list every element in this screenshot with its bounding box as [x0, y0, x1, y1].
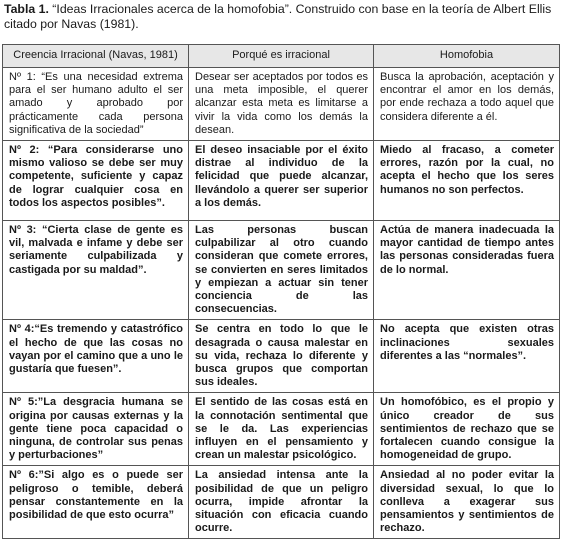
table-row — [3, 466, 560, 539]
cell-creencia: Nº 4:“Es tremendo y catastrófico el hecho de que las cosas no vayan por el camino que a uno le gustaría que fuesen”. — [3, 320, 189, 393]
table-row — [3, 320, 560, 393]
table-header-row — [3, 45, 560, 68]
cell-creencia: Nº 5:”La desgracia humana se origina por causas externas y la gente tiene poca capacidad o ninguna, de controlar sus penas y perturbaciones” — [3, 393, 189, 466]
cell-porque: Se centra en todo lo que le desagrada o causa malestar en su vida, rechaza lo diferente y busca grupos que comportan sus ideales. — [189, 320, 374, 393]
cell-porque: El sentido de las cosas está en la connotación sentimental que se le da. Las experiencias influyen en el pensamiento y crean un malestar psicológico. — [189, 393, 374, 466]
cell-porque: Desear ser aceptados por todos es una meta imposible, el querer alcanzar esta meta es limitarse a vivir la vida como los demás la desean. — [189, 68, 374, 141]
caption-label: Tabla 1. — [4, 2, 49, 16]
table-row — [3, 68, 560, 141]
irrational-ideas-table — [2, 44, 560, 539]
cell-porque: La ansiedad intensa ante la posibilidad de que un peligro ocurra, impide afrontar la situación con eficacia cuando ocurre. — [189, 466, 374, 539]
table-row — [3, 221, 560, 320]
cell-homofobia: No acepta que existen otras inclinaciones sexuales diferentes a las “normales”. — [374, 320, 560, 393]
table-row — [3, 393, 560, 466]
cell-homofobia: Busca la aprobación, aceptación y encontrar el amor en los demás, por ende rechaza a todo aquel que considera diferente a él. — [374, 68, 560, 141]
header-homofobia: Homofobia — [374, 45, 560, 68]
cell-homofobia: Miedo al fracaso, a cometer errores, razón por la cual, no acepta el hecho que los seres humanos no son perfectos. — [374, 141, 560, 221]
header-porque: Porqué es irracional — [189, 45, 374, 68]
cell-porque: El deseo insaciable por el éxito distrae al individuo de la felicidad que puede alcanzar, llevándolo a querer ser superior a los demás. — [189, 141, 374, 221]
cell-creencia: Nº 6:”Si algo es o puede ser peligroso o temible, deberá pensar constantemente en la posibilidad de que esto ocurra” — [3, 466, 189, 539]
caption-text: “Ideas Irracionales acerca de la homofobia”. Construido con base en la teoría de Albert Ellis citado por Navas (1981). — [4, 2, 552, 31]
cell-porque: Las personas buscan culpabilizar al otro cuando consideran que comete errores, se convierten en seres limitados y empiezan a actuar sin tener conciencia de las consecuencias. — [189, 221, 374, 320]
cell-creencia: Nº 1: “Es una necesidad extrema para el ser humano adulto el ser amado y aprobado por prácticamente cada persona significativa de la sociedad” — [3, 68, 189, 141]
table-row — [3, 141, 560, 221]
table-caption — [4, 2, 557, 32]
cell-homofobia: Actúa de manera inadecuada la mayor cantidad de tiempo antes las personas consideradas fuera de lo normal. — [374, 221, 560, 320]
header-creencia: Creencia Irracional (Navas, 1981) — [3, 45, 189, 68]
cell-creencia: Nº 2: “Para considerarse uno mismo valioso se debe ser muy competente, suficiente y capaz de lograr cualquier cosa en todos los aspectos posibles”. — [3, 141, 189, 221]
cell-homofobia: Un homofóbico, es el propio y único creador de sus sentimientos de rechazo que se fortalecen cuando consigue la homogeneidad de grupo. — [374, 393, 560, 466]
cell-homofobia: Ansiedad al no poder evitar la diversidad sexual, lo que lo conlleva a exagerar sus pensamientos y sentimientos de rechazo. — [374, 466, 560, 539]
cell-creencia: Nº 3: “Cierta clase de gente es vil, malvada e infame y debe ser seriamente culpabilizada y castigada por su maldad”. — [3, 221, 189, 320]
